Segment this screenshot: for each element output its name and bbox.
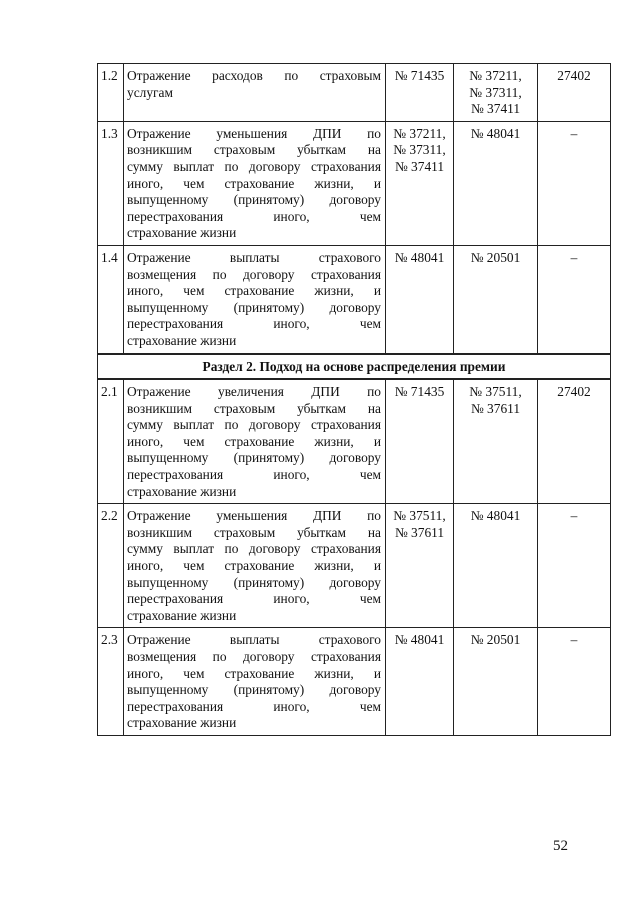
description-line: перестрахования иного, чем [127,591,381,607]
accounting-entries-table [97,63,611,736]
description-line: возникшим страховым убыткам на [127,524,381,540]
description-line: страхование жизни [127,332,237,348]
section-row [97,354,611,380]
description-line: выпущенному (принятому) договору [127,192,381,208]
description-line: сумму выплат по договору страхования [127,158,381,174]
description-line: услугам [127,84,173,100]
credit-account [453,379,537,503]
row-number: 2.1 [97,379,123,503]
description-line: страхование жизни [127,715,237,731]
table-row [97,245,611,354]
operation-description [123,63,385,121]
debit-account [385,379,453,503]
account-number: № 20501 [470,249,521,265]
credit-account [453,245,537,354]
description-line: перестрахования иного, чем [127,208,381,224]
operation-description [123,121,385,245]
description-line: выпущенному (принятому) договору [127,299,381,315]
description-line: иного, чем страхование жизни, и [127,665,381,681]
description-line: выпущенному (принятому) договору [127,450,381,466]
description-line: выпущенному (принятому) договору [127,682,381,698]
credit-account [453,627,537,736]
section-title: Раздел 2. Подход на основе распределения премии [97,354,611,380]
description-line: иного, чем страхование жизни, и [127,283,381,299]
symbol-code: – [537,121,611,245]
symbol-code: 27402 [537,63,611,121]
row-number: 2.3 [97,627,123,736]
account-number: № 37311, [393,142,446,158]
table-body-section-1 [97,63,611,354]
symbol-code: 27402 [537,379,611,503]
operation-description [123,379,385,503]
description-line: возмещения по договору страхования [127,649,381,664]
table-row [97,121,611,245]
table-row [97,627,611,736]
account-number: № 37611 [394,524,445,540]
debit-account [385,121,453,245]
account-number: № 37611 [470,400,521,416]
account-number: № 48041 [470,508,521,524]
credit-account [453,63,537,121]
accounting-entries-table-wrap [97,63,611,736]
description-line: возникшим страховым убыткам на [127,142,381,158]
account-number: № 37411 [394,158,445,174]
debit-account [385,503,453,627]
credit-account [453,121,537,245]
debit-account [385,627,453,736]
description-line: страхование жизни [127,607,237,623]
row-number: 2.2 [97,503,123,627]
description-line: перестрахования иного, чем [127,698,381,714]
credit-account [453,503,537,627]
table-row [97,503,611,627]
account-number: № 71435 [394,384,445,400]
description-line: возникшим страховым убыткам на [127,400,381,416]
operation-description [123,245,385,354]
row-number: 1.2 [97,63,123,121]
symbol-code: – [537,503,611,627]
symbol-code: – [537,245,611,354]
account-number: № 48041 [394,632,445,648]
symbol-code: – [537,627,611,736]
description-line: Отражение выплаты страхового [127,632,381,648]
debit-account [385,63,453,121]
description-line: Отражение выплаты страхового [127,249,381,265]
account-number: № 37211, [469,68,522,83]
account-number: № 37311, [469,84,522,100]
debit-account [385,245,453,354]
description-line: иного, чем страхование жизни, и [127,175,381,191]
account-number: № 71435 [394,68,445,83]
table-row [97,379,611,503]
description-line: страхование жизни [127,225,237,241]
description-line: перестрахования иного, чем [127,467,381,483]
row-number: 1.3 [97,121,123,245]
page-number: 52 [553,838,568,854]
description-line: сумму выплат по договору страхования [127,541,381,557]
account-number: № 48041 [394,249,445,265]
description-line: перестрахования иного, чем [127,316,381,332]
description-line: Отражение уменьшения ДПИ по [127,508,381,524]
account-number: № 37511, [393,508,446,524]
account-number: № 48041 [470,125,521,141]
description-line: Отражение расходов по страховым [127,68,381,83]
account-number: № 37211, [393,125,446,141]
account-number: № 37511, [469,384,522,400]
operation-description [123,627,385,736]
description-line: иного, чем страхование жизни, и [127,558,381,574]
table-row [97,63,611,121]
description-line: Отражение уменьшения ДПИ по [127,125,381,141]
table-body-section-2 [97,379,611,736]
operation-description [123,503,385,627]
section-header [97,354,611,380]
description-line: страхование жизни [127,483,237,499]
description-line: сумму выплат по договору страхования [127,417,381,433]
account-number: № 20501 [470,632,521,648]
description-line: иного, чем страхование жизни, и [127,433,381,449]
row-number: 1.4 [97,245,123,354]
description-line: Отражение увеличения ДПИ по [127,384,381,400]
description-line: возмещения по договору страхования [127,266,381,282]
account-number: № 37411 [470,101,521,117]
description-line: выпущенному (принятому) договору [127,574,381,590]
